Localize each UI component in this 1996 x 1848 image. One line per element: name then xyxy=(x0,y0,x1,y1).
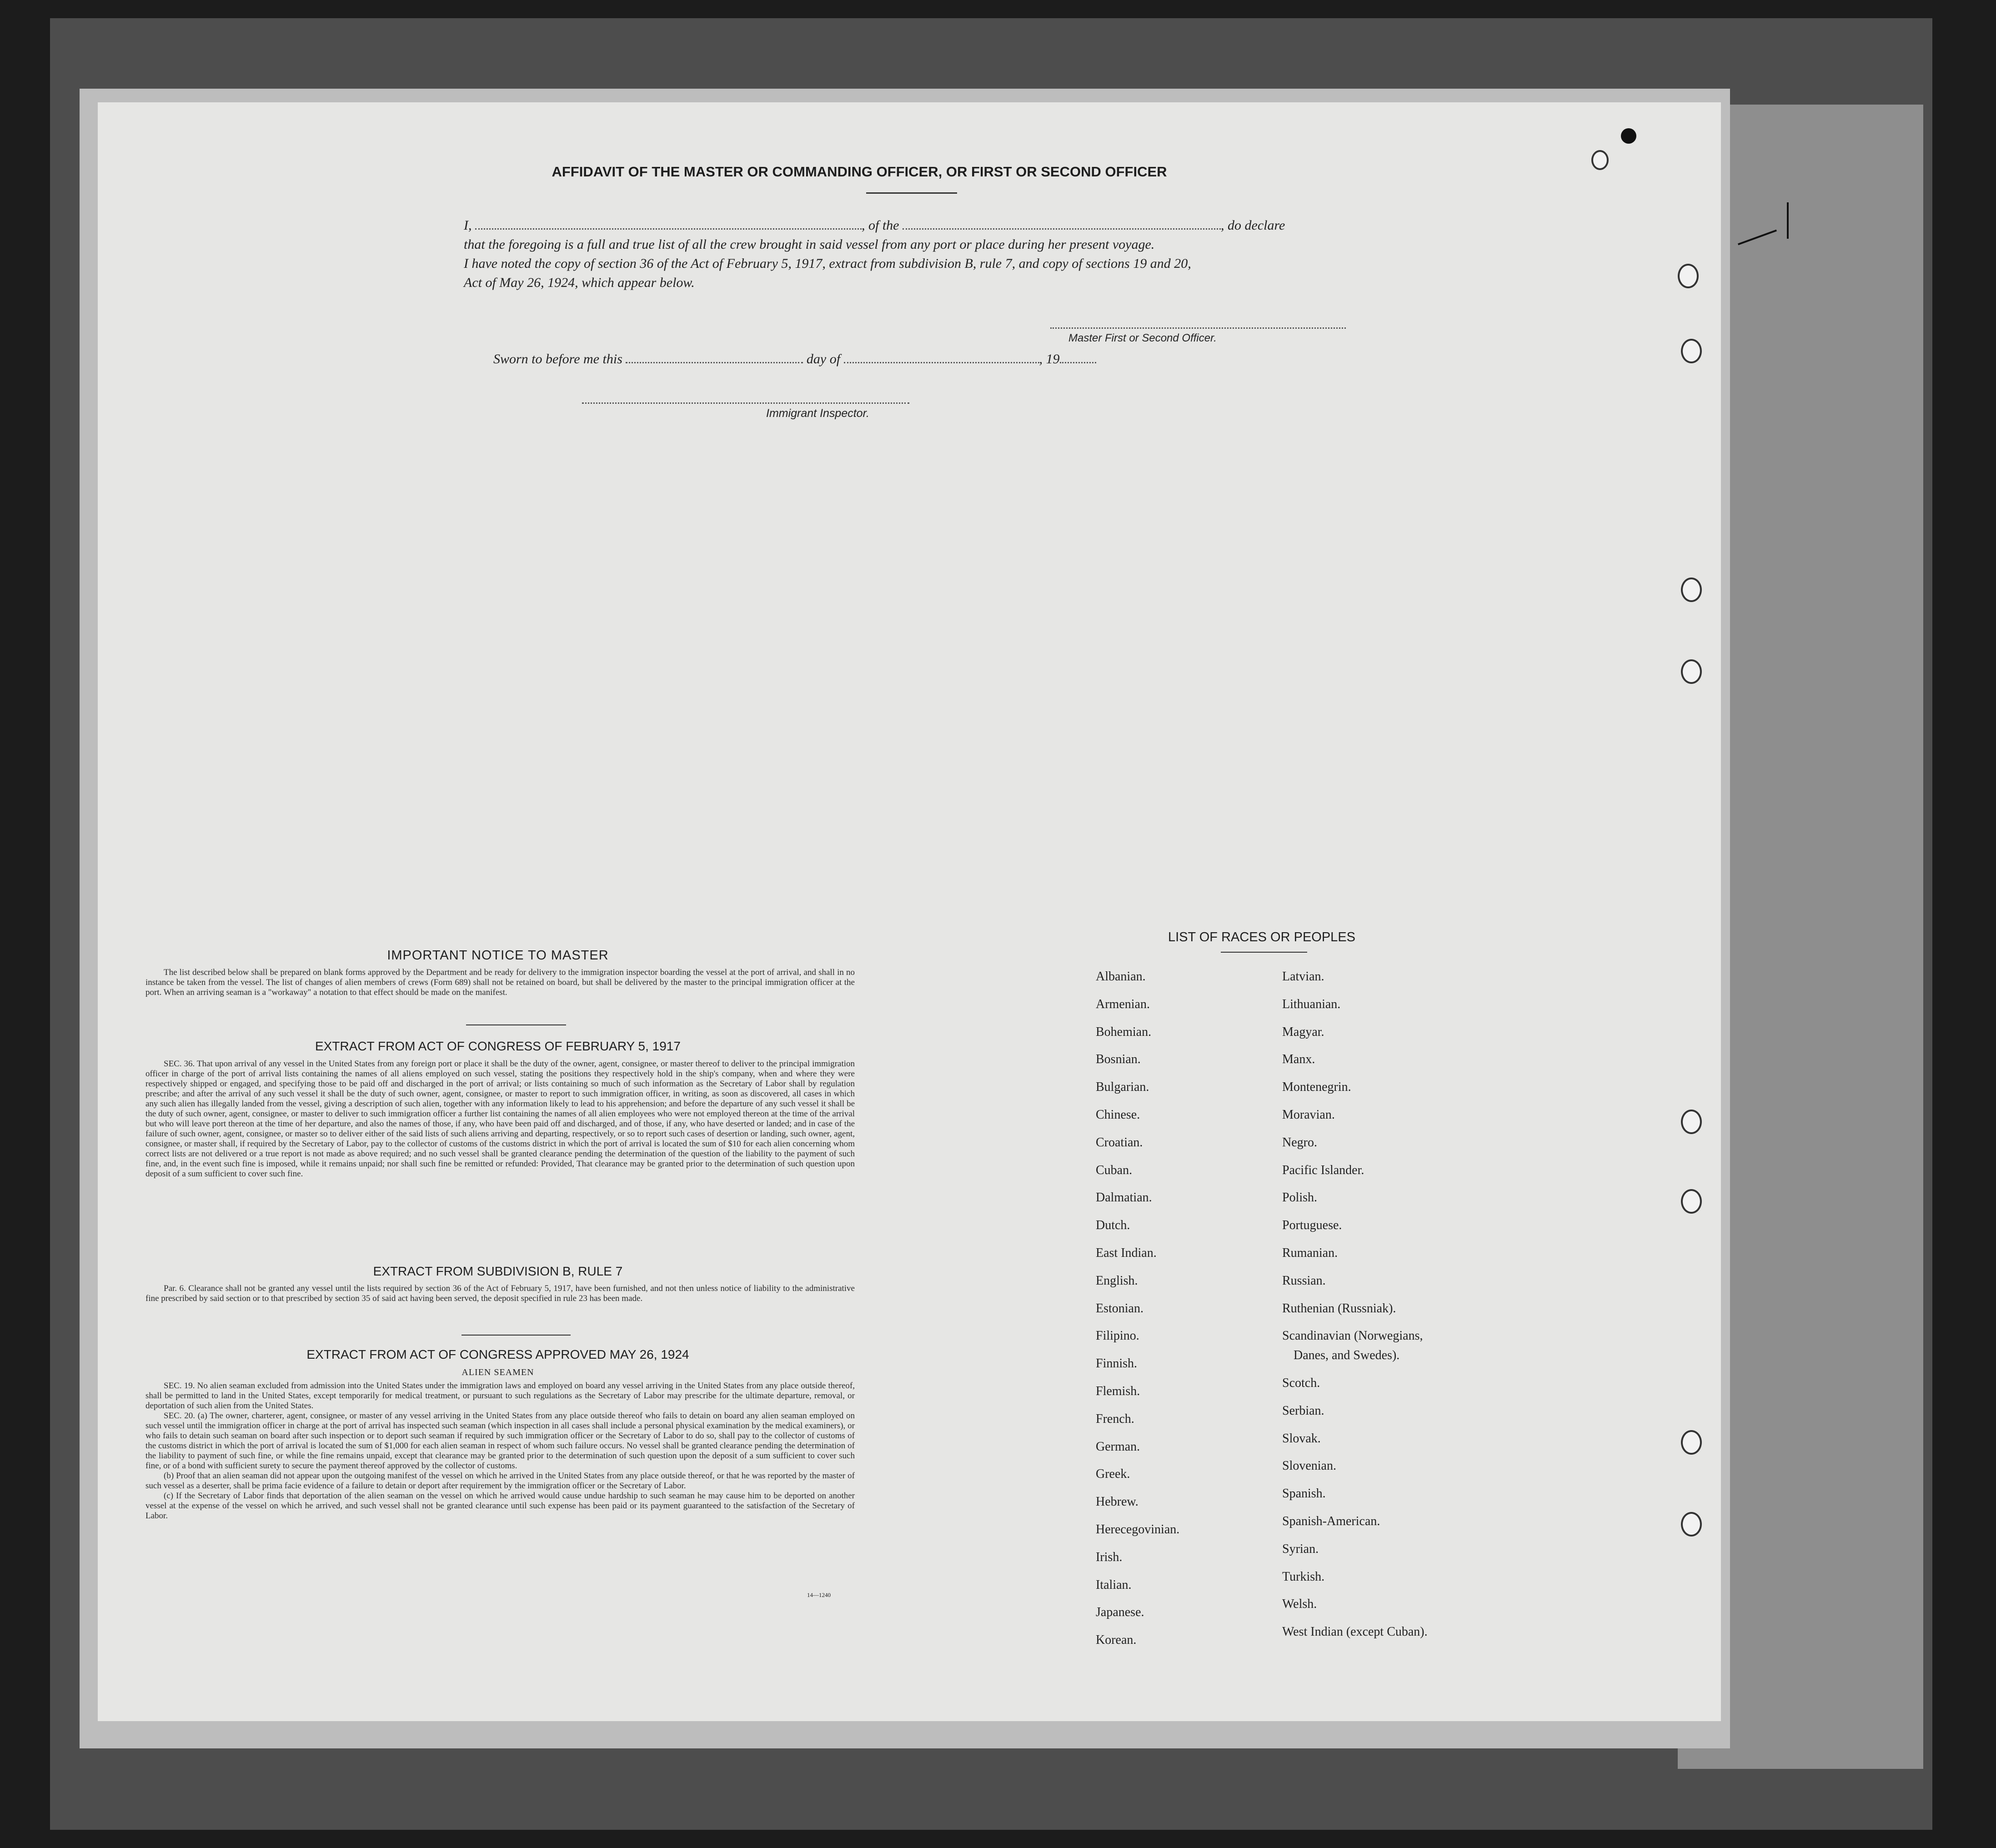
alien-seamen-subtitle: ALIEN SEAMEN xyxy=(461,1367,534,1377)
extract-1924-title: EXTRACT FROM ACT OF CONGRESS APPROVED MAY 26, 1924 xyxy=(306,1347,689,1361)
race-item: Filipino. xyxy=(1096,1329,1139,1343)
form-number: 14—1240 xyxy=(807,1592,831,1598)
race-item: Negro. xyxy=(1282,1135,1317,1150)
declaration-line4: Act of May 26, 1924, which appear below. xyxy=(464,275,695,290)
race-item: Slovenian. xyxy=(1282,1459,1336,1473)
race-item: Flemish. xyxy=(1096,1384,1140,1398)
race-item: Dutch. xyxy=(1096,1218,1130,1233)
declaration-of-the: , of the xyxy=(862,218,899,233)
pin-hole xyxy=(1621,128,1636,144)
declaration-i: I, xyxy=(464,218,472,233)
document-page xyxy=(98,102,1721,1721)
race-item: West Indian (except Cuban). xyxy=(1282,1625,1428,1639)
race-item: Scandinavian (Norwegians, xyxy=(1282,1329,1423,1343)
race-item: Croatian. xyxy=(1096,1135,1143,1150)
race-item: Scotch. xyxy=(1282,1376,1320,1390)
inspector-label: Immigrant Inspector. xyxy=(766,407,869,420)
race-item: Bosnian. xyxy=(1096,1052,1141,1067)
binder-hole xyxy=(1681,1430,1702,1455)
race-item: Spanish-American. xyxy=(1282,1514,1380,1528)
race-item: Russian. xyxy=(1282,1273,1326,1288)
race-item: Armenian. xyxy=(1096,997,1150,1011)
race-item: Portuguese. xyxy=(1282,1218,1342,1233)
name-blank xyxy=(475,228,862,230)
notice-body: The list described below shall be prepared on blank forms approved by the Department and be ready for delivery to the immigration inspector boarding the vessel at the port of arrival, and shall in no instance be taken from the vessel. The list of changes of alien members of crews (Form 689) shall not be retained on board, but shall be delivered by the master to the principal immigration officer at the port. When an arriving seaman is a "workaway" a notation to that effect should be made on the manifest. xyxy=(145,968,855,997)
race-item: Manx. xyxy=(1282,1052,1315,1067)
affidavit-title: AFFIDAVIT OF THE MASTER OR COMMANDING OFFICER, OR FIRST OR SECOND OFFICER xyxy=(552,164,1167,180)
binder-hole xyxy=(1678,264,1699,288)
vessel-blank xyxy=(903,228,1221,230)
race-item: Latvian. xyxy=(1282,969,1324,984)
binder-hole xyxy=(1681,1189,1702,1214)
race-item: Japanese. xyxy=(1096,1605,1144,1620)
extract-rule7-title: EXTRACT FROM SUBDIVISION B, RULE 7 xyxy=(373,1264,623,1278)
race-item: Montenegrin. xyxy=(1282,1080,1351,1095)
race-item: Greek. xyxy=(1096,1467,1130,1481)
rule7-rule xyxy=(461,1335,571,1336)
race-item: Ruthenian (Russniak). xyxy=(1282,1301,1396,1316)
sworn-month-blank xyxy=(844,362,1039,363)
race-item: Irish. xyxy=(1096,1550,1123,1564)
race-item: Dalmatian. xyxy=(1096,1190,1152,1205)
race-item: Herecegovinian. xyxy=(1096,1522,1180,1537)
binder-hole xyxy=(1681,339,1702,363)
race-item: Cuban. xyxy=(1096,1163,1133,1177)
race-item: Moravian. xyxy=(1282,1107,1335,1122)
race-item: Lithuanian. xyxy=(1282,997,1341,1011)
extract-1917-body: SEC. 36. That upon arrival of any vessel in the United States from any foreign port or place it shall be the duty of the owner, agent, consignee, or master thereof to deliver to the principal immigration officer in charge of the port of arrival lists containing the names of all aliens employed on such vessel, stating the positions they respectively hold in the ship's company, when and where they were respectively shipped or engaged, and specifying those to be paid off and discharged in the port of arrival; or lists containing so much of such information as the Secretary of Labor shall by regulation prescribe; and after the arrival of any such vessel it shall be the duty of such owner, agent, consignee, or master to report to such immigration officer, in writing, as soon as discovered, all cases in which any such alien has illegally landed from the vessel, giving a description of such alien, together with any information likely to lead to his apprehension; and before the departure of any such vessel it shall be the duty of such owner, agent, consignee, or master to deliver to such immigration officer a further list containing the names of all alien employees who were not employed thereon at the time of the arrival but who will leave port thereon at the time of her departure, and also the names of those, if any, who have been paid off and discharged, and of those, if any, who have deserted or landed; and in case of the failure of such owner, agent, consignee, or master so to deliver either of the said lists of such aliens arriving and departing, respectively, or so to report such cases of desertion or landing, such owner, agent, consignee, or master shall, if required by the Secretary of Labor, pay to the collector of customs of the customs district in which the port of arrival is located the sum of $10 for each alien concerning whom correct lists are not delivered or a true report is not made as above required; and no such vessel shall be granted clearance pending the determination of the question of the liability to the payment of such fine, and, in the event such fine is imposed, while it remains unpaid; nor shall such fine be remitted or refunded: Provided, That clearance may be granted prior to the determination of such question upon deposit of a sum sufficient to cover such fine. xyxy=(145,1059,855,1179)
inspector-signature-line xyxy=(582,402,909,404)
race-item: Bulgarian. xyxy=(1096,1080,1149,1095)
race-item: Serbian. xyxy=(1282,1403,1324,1418)
race-item: Korean. xyxy=(1096,1633,1137,1647)
sworn-day-of: day of xyxy=(806,352,841,367)
sworn-year: , 19 xyxy=(1039,352,1060,367)
declaration-line2: that the foregoing is a full and true list of all the crew brought in said vessel from any port or place during her present voyage. xyxy=(464,237,1155,252)
binder-hole xyxy=(1681,1512,1702,1537)
race-item: Syrian. xyxy=(1282,1542,1319,1556)
declaration-end: , do declare xyxy=(1221,218,1285,233)
title-rule xyxy=(866,192,957,194)
race-item: Slovak. xyxy=(1282,1431,1321,1446)
sworn-start: Sworn to before me this xyxy=(493,352,622,367)
master-signature-line xyxy=(1050,327,1346,329)
race-item: Estonian. xyxy=(1096,1301,1143,1316)
race-item: Hebrew. xyxy=(1096,1495,1138,1509)
binder-hole xyxy=(1681,578,1702,602)
race-item: Chinese. xyxy=(1096,1107,1140,1122)
races-column-2 xyxy=(1282,963,1428,1646)
race-item: Turkish. xyxy=(1282,1569,1325,1584)
race-item: East Indian. xyxy=(1096,1245,1157,1260)
extract-rule7-body: Par. 6. Clearance shall not be granted any vessel until the lists required by section 36 of the Act of February 5, 1917, have been furnished, and not then unless notice of liability to the administrative fine prescribed by said section or to that prescribed by section 35 of said act having been served, the deposit specified in rule 23 has been made. xyxy=(145,1284,855,1303)
sworn-line xyxy=(493,352,1096,367)
races-title: LIST OF RACES OR PEOPLES xyxy=(1168,930,1356,944)
race-item: German. xyxy=(1096,1439,1140,1454)
declaration-line3: I have noted the copy of section 36 of the Act of February 5, 1917, extract from subdivision B, rule 7, and copy of sections 19 and 20, xyxy=(464,256,1191,271)
race-item: Welsh. xyxy=(1282,1597,1317,1612)
race-item: Pacific Islander. xyxy=(1282,1163,1364,1177)
race-item: French. xyxy=(1096,1411,1134,1426)
binder-hole xyxy=(1591,150,1609,170)
race-item: Danes, and Swedes). xyxy=(1294,1348,1400,1363)
race-item: English. xyxy=(1096,1273,1138,1288)
races-column-1 xyxy=(1096,963,1179,1654)
pencil-mark xyxy=(1787,202,1789,239)
notice-rule xyxy=(466,1024,566,1025)
binder-hole xyxy=(1681,659,1702,684)
race-item: Finnish. xyxy=(1096,1356,1138,1371)
race-item: Rumanian. xyxy=(1282,1245,1338,1260)
notice-title: IMPORTANT NOTICE TO MASTER xyxy=(387,948,609,963)
race-item: Magyar. xyxy=(1282,1024,1324,1039)
race-item: Albanian. xyxy=(1096,969,1146,984)
race-item: Italian. xyxy=(1096,1577,1132,1592)
race-item: Bohemian. xyxy=(1096,1024,1152,1039)
sworn-day-blank xyxy=(626,362,803,363)
sworn-year-blank xyxy=(1060,362,1096,363)
affidavit-declaration xyxy=(464,216,1491,292)
race-item: Spanish. xyxy=(1282,1486,1326,1501)
race-item: Polish. xyxy=(1282,1190,1318,1205)
master-signature-label: Master First or Second Officer. xyxy=(1068,332,1217,344)
extract-1917-title: EXTRACT FROM ACT OF CONGRESS OF FEBRUARY 5, 1917 xyxy=(315,1039,681,1053)
races-rule xyxy=(1221,952,1307,953)
binder-hole xyxy=(1681,1110,1702,1134)
extract-1924-body: SEC. 19. No alien seaman excluded from admission into the United States under the immigration laws and employed on board any vessel arriving in the United States from any place outside thereof, shall be permitted to land in the United States, except temporarily for medical treatment, or pursuant to such regulations as the Secretary of Labor may prescribe for the ultimate departure, removal, or deportation of such alien from the United States. SEC. 20. (a) The owner, charterer, agent, consignee, or master of any vessel arriving in the United States from any place outside thereof who fails to detain on board any alien seaman employed on such vessel until the immigration officer in charge at the port of arrival has inspected such seaman (which inspection in all cases shall include a personal physical examination by the medical examiners), or who fails to detain such seaman on board after such inspection or to deport such seaman if required by such immigration officer or the Secretary of Labor to do so, shall pay to the collector of customs of the customs district in which the port of arrival is located the sum of $1,000 for each alien seaman in respect of whom such failure occurs. No vessel shall be granted clearance pending the determination of the liability to payment of such fine, or while the fine remains unpaid, except that clearance may be granted prior to the determination of such question upon the deposit of a sum sufficient to cover such fine, or of a bond with sufficient surety to secure the payment thereof approved by the collector of customs. (b) Proof that an alien seaman did not appear upon the outgoing manifest of the vessel on which he arrived in the United States from any place outside thereof, or that he was reported by the master of such vessel as a deserter, shall be prima facie evidence of a failure to detain or deport after requirement by the immigration officer or the Secretary of Labor. (c) If the Secretary of Labor finds that deportation of the alien seaman on the vessel on which he arrived would cause undue hardship to such seaman he may cause him to be deported on another vessel at the expense of the vessel on which he arrived, and such vessel shall not be granted clearance until such expense has been paid or its payment guaranteed to the satisfaction of the Secretary of Labor. xyxy=(145,1381,855,1521)
